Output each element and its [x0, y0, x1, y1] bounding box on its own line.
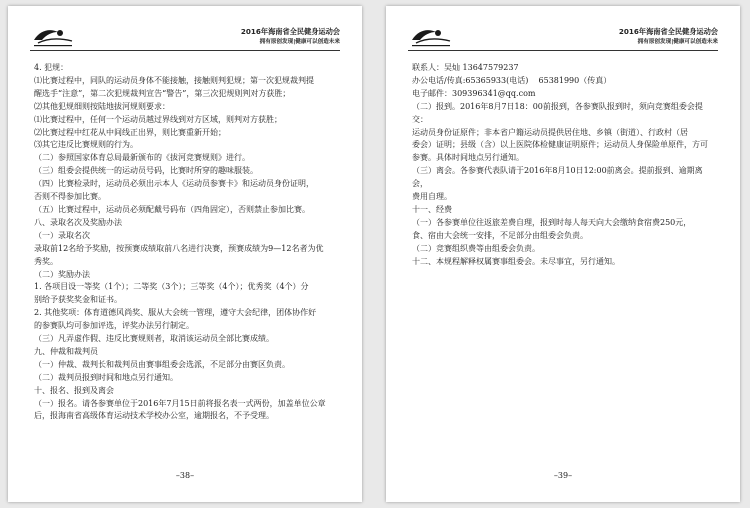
games-logo-icon — [408, 26, 454, 48]
text-line: 醒选手“注意”，第二次犯规裁判宣告“警告”，第三次犯规则判对方获胜； — [34, 88, 291, 98]
text-line: 录取前12名给予奖励，按预赛成绩取前八名进行决赛，预赛成绩为9—12名者为优 — [34, 243, 324, 253]
page-header — [408, 26, 718, 50]
text-line: 4. 犯规： — [34, 63, 69, 72]
text-line: （二）报到。2016年8月7日18：00前报到，各参赛队报到时，须向竞赛组委会提交： — [412, 101, 703, 124]
text-line: （一）录取名次 — [34, 230, 90, 240]
text-line: （二）参照国家体育总局最新颁布的《拔河竞赛规则》进行。 — [34, 153, 250, 163]
text-line: （五）比赛过程中，运动员必须配戴号码布（四角固定），否则禁止参加比赛。 — [34, 204, 310, 214]
text-line: 十一、经费 — [412, 204, 452, 214]
text-line: 九、仲裁和裁判员 — [34, 346, 98, 356]
text-line: （四）比赛检录时，运动员必须出示本人《运动员参赛卡》和运动员身份证明， — [34, 179, 314, 189]
page-number: –38– — [175, 471, 195, 480]
text-line: （三）离会。各参赛代表队请于2016年8月10日12:00前离会。提前报到、逾期离会， — [412, 166, 703, 189]
text-line: 食、宿由大会统一安排，不足部分由组委会负责。 — [412, 230, 588, 240]
text-line: ⑴比赛过程中，任何一个运动员越过界线到对方区域，则判对方获胜； — [34, 114, 282, 124]
text-line: （三）凡弄虚作假、违反比赛规则者，取消该运动员全部比赛成绩。 — [34, 334, 274, 344]
page-number: –39– — [553, 471, 573, 480]
text-line: 电子邮件：309396341@qq.com — [412, 88, 536, 98]
header-rule — [30, 50, 340, 51]
text-line: 的参赛队均可参加评选，评奖办法另行制定。 — [34, 321, 194, 331]
text-line: 后，报海南省高级体育运动技术学校办公室，逾期报名，不予受理。 — [34, 411, 274, 421]
text-line: ⑵其他犯规细则按陆地拔河规则要求： — [34, 101, 170, 111]
text-line: 2. 其他奖项：体育道德风尚奖、服从大会统一管理，遵守大会纪律，团体协作好 — [34, 308, 317, 318]
page-left — [8, 6, 362, 502]
text-line: ⑵比赛过程中红花从中间线正出界，则比赛重新开始； — [34, 127, 226, 137]
header-subtitle: 拥有原创发现|健康可以创造未来 — [259, 39, 340, 45]
games-logo-icon — [30, 26, 76, 48]
header-title: 2016年海南省全民健身运动会 — [618, 27, 718, 36]
text-line: （二）竞赛组织费等由组委会负责。 — [412, 243, 540, 253]
text-line: 委会）证明；县级（含）以上医院体检健康证明原件；运动员人身保险单原件，方可 — [412, 140, 708, 150]
text-line: 别给予获奖奖金和证书。 — [34, 295, 122, 305]
header-title: 2016年海南省全民健身运动会 — [240, 27, 340, 36]
text-line: （三）组委会提供统一的运动员号码，比赛时所穿的趣味服装。 — [34, 166, 258, 176]
text-line: （二）裁判员报到时间和地点另行通知。 — [34, 372, 178, 382]
header-rule — [408, 50, 718, 51]
left-page-body — [34, 62, 340, 423]
text-line: （二）奖励办法 — [34, 269, 90, 279]
text-line: 十、报名、报到及离会 — [34, 385, 114, 395]
text-line: （一）仲裁、裁判长和裁判员由赛事组委会选派，不足部分由赛区负责。 — [34, 359, 290, 369]
text-line: ⑶其它违反比赛规则的行为。 — [34, 140, 138, 150]
text-line: （一）报名。请各参赛单位于2016年7月15日前将报名表一式两份，加盖单位公章 — [34, 398, 326, 408]
text-line: 秀奖。 — [34, 256, 58, 266]
text-line: ⑴比赛过程中，同队的运动员身体不能接触，接触则判犯规；第一次犯规裁判提 — [34, 75, 314, 85]
page-header — [30, 26, 340, 50]
page-right — [386, 6, 740, 502]
text-line: （一）各参赛单位往返旅差费自理，报到时每人每天向大会缴纳食宿费250元， — [412, 217, 692, 227]
text-line: 联系人：吴灿 13647579237 — [412, 63, 519, 72]
text-line: 费用自理。 — [412, 192, 452, 202]
text-line: 参赛。具体时间地点另行通知。 — [412, 153, 524, 163]
right-page-body — [412, 62, 718, 269]
text-line: 否则不得参加比赛。 — [34, 192, 106, 202]
text-line: 运动员身份证原件；非本省户籍运动员提供居住地、乡镇（街道）、行政村（居 — [412, 127, 688, 137]
text-line: 办公电话/传真:65365933(电话) 65381990（传真） — [412, 75, 612, 85]
header-subtitle: 拥有原创发现|健康可以创造未来 — [637, 39, 718, 45]
text-line: 十二、本规程解释权属赛事组委会。未尽事宜，另行通知。 — [412, 256, 620, 266]
text-line: 八、录取名次及奖励办法 — [34, 217, 122, 227]
text-line: 1. 各项目设一等奖（1个）；二等奖（3个）；三等奖（4个）；优秀奖（4个）分 — [34, 282, 309, 292]
